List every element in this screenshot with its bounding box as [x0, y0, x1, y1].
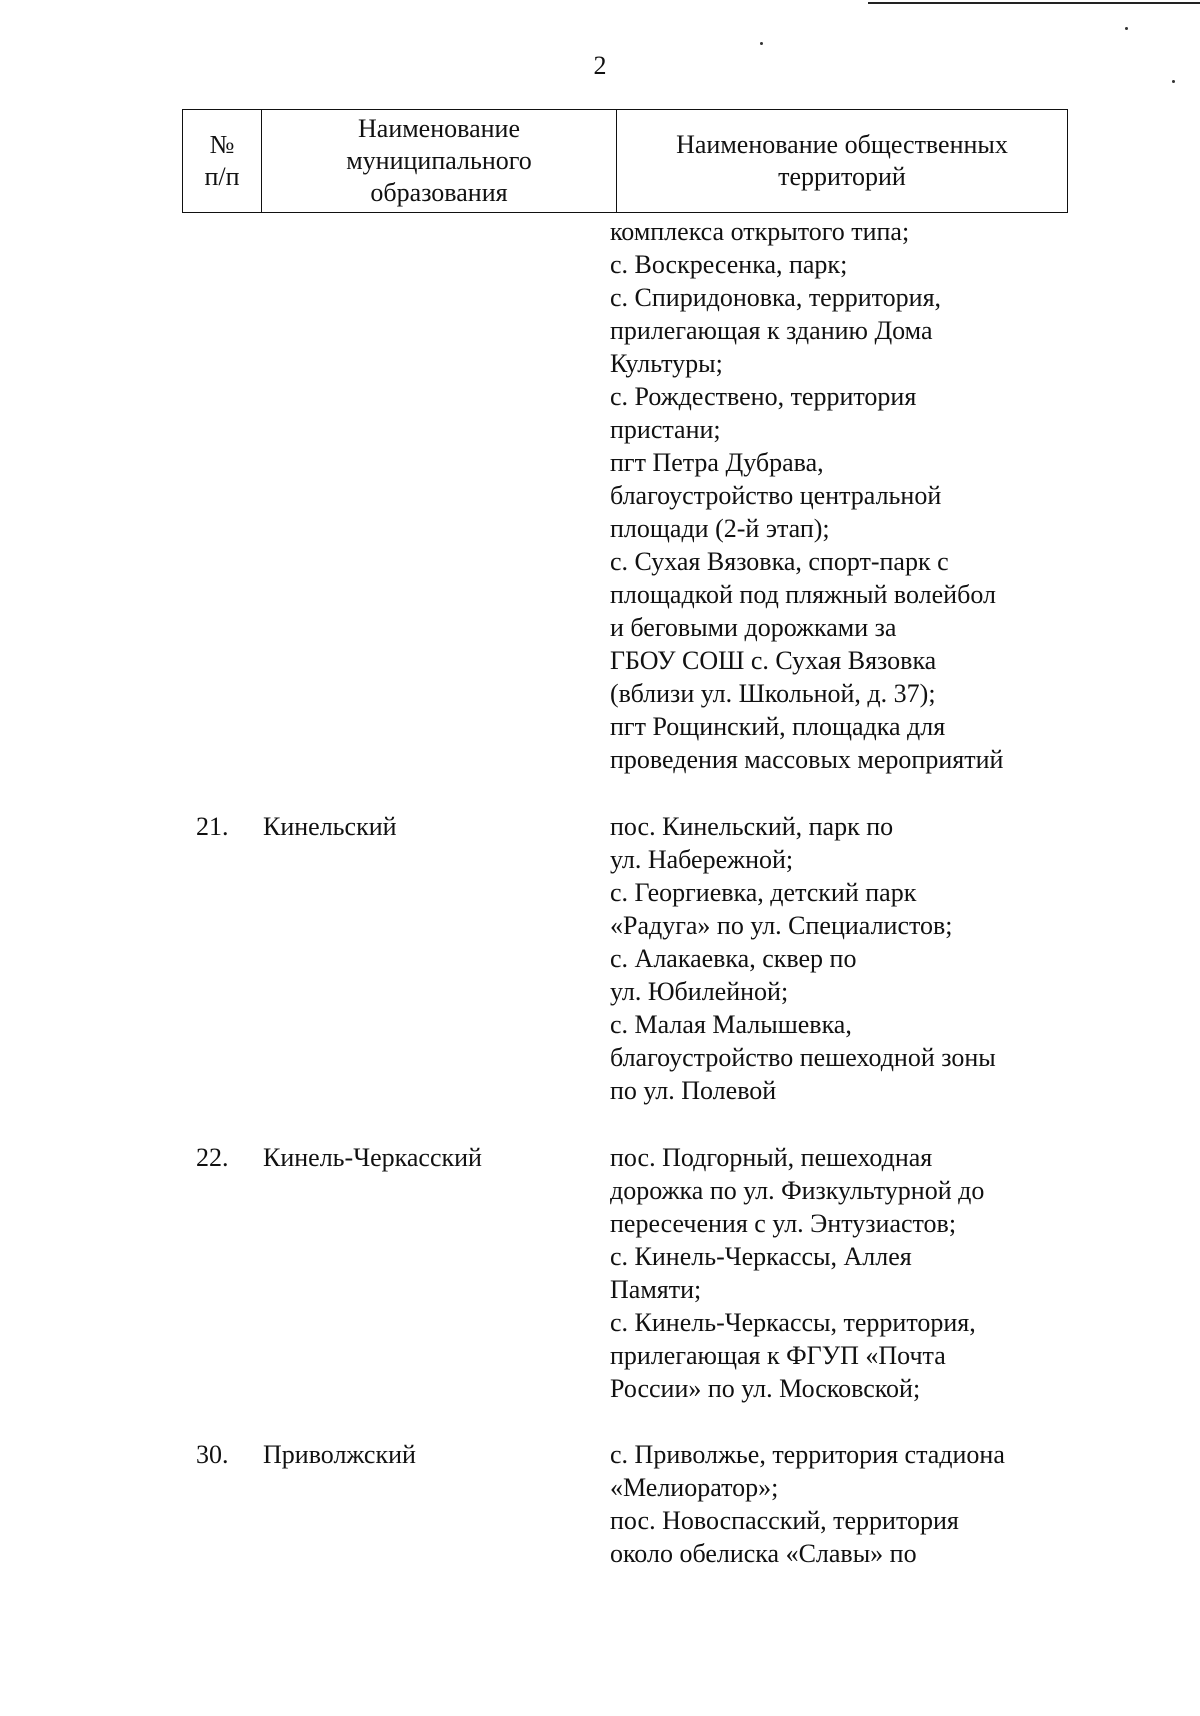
territory-line: с. Рождествено, территория: [610, 382, 917, 411]
row-municipality: Приволжский: [263, 1440, 416, 1469]
territory-line: (вблизи ул. Школьной, д. 37);: [610, 679, 936, 708]
header-col-number-line: п/п: [204, 162, 240, 191]
header-col-territories: [617, 110, 1068, 213]
territory-line: с. Кинель-Черкассы, Аллея: [610, 1242, 912, 1271]
header-col-municipality-line: муниципального: [346, 146, 532, 175]
scan-speck: [760, 42, 763, 45]
territory-line: пос. Подгорный, пешеходная: [610, 1143, 933, 1172]
row-territories: [610, 215, 1080, 776]
page-number: 2: [593, 51, 607, 80]
territory-line: с. Воскресенка, парк;: [610, 250, 848, 279]
territory-line: с. Кинель-Черкассы, территория,: [610, 1308, 976, 1337]
territory-line: с. Малая Малышевка,: [610, 1010, 852, 1039]
territory-line: площади (2-й этап);: [610, 514, 830, 543]
table-header: [182, 109, 1068, 213]
territory-line: пгт Петра Дубрава,: [610, 448, 824, 477]
header-col-municipality: [262, 110, 617, 213]
territory-line: по ул. Полевой: [610, 1076, 777, 1105]
territory-line: прилегающая к ФГУП «Почта: [610, 1341, 946, 1370]
header-col-territories-line: Наименование общественных: [676, 130, 1008, 159]
header-col-territories-line: территорий: [778, 162, 906, 191]
row-municipality: Кинель-Черкасский: [263, 1143, 482, 1172]
territory-line: комплекса открытого типа;: [610, 217, 910, 246]
territory-line: с. Спиридоновка, территория,: [610, 283, 942, 312]
territory-line: «Радуга» по ул. Специалистов;: [610, 911, 953, 940]
scan-speck: [1125, 27, 1128, 30]
territory-line: России» по ул. Московской;: [610, 1374, 921, 1403]
territory-line: пристани;: [610, 415, 721, 444]
territory-line: и беговыми дорожками за: [610, 613, 897, 642]
territory-line: проведения массовых мероприятий: [610, 745, 1004, 774]
territory-line: Культуры;: [610, 349, 723, 378]
row-number: 21.: [196, 812, 229, 841]
territory-line: около обелиска «Славы» по: [610, 1539, 917, 1568]
territory-line: с. Сухая Вязовка, спорт-парк с: [610, 547, 949, 576]
territory-line: с. Приволжье, территория стадиона: [610, 1440, 1005, 1469]
territory-line: прилегающая к зданию Дома: [610, 316, 933, 345]
territory-line: благоустройство центральной: [610, 481, 942, 510]
row-municipality: Кинельский: [263, 812, 397, 841]
row-territories: [610, 1438, 1080, 1570]
territory-line: ГБОУ СОШ с. Сухая Вязовка: [610, 646, 937, 675]
header-col-number: [183, 110, 262, 213]
territory-line: дорожка по ул. Физкультурной до: [610, 1176, 985, 1205]
header-col-number-line: №: [209, 130, 235, 159]
territory-line: ул. Набережной;: [610, 845, 794, 874]
territory-line: «Мелиоратор»;: [610, 1473, 779, 1502]
territory-line: с. Алакаевка, сквер по: [610, 944, 857, 973]
row-number: 30.: [196, 1440, 229, 1469]
territory-line: площадкой под пляжный волейбол: [610, 580, 996, 609]
row-number: 22.: [196, 1143, 229, 1172]
territory-line: Памяти;: [610, 1275, 702, 1304]
row-territories: [610, 810, 1080, 1107]
territory-line: пос. Новоспасский, территория: [610, 1506, 959, 1535]
header-col-municipality-line: образования: [370, 178, 508, 207]
top-edge-rule: [868, 2, 1200, 4]
header-col-municipality-line: Наименование: [358, 114, 520, 143]
territory-line: благоустройство пешеходной зоны: [610, 1043, 996, 1072]
territory-line: ул. Юбилейной;: [610, 977, 789, 1006]
territory-line: пересечения с ул. Энтузиастов;: [610, 1209, 957, 1238]
territory-line: пос. Кинельский, парк по: [610, 812, 894, 841]
territory-line: пгт Рощинский, площадка для: [610, 712, 946, 741]
territory-line: с. Георгиевка, детский парк: [610, 878, 917, 907]
row-territories: [610, 1141, 1080, 1405]
